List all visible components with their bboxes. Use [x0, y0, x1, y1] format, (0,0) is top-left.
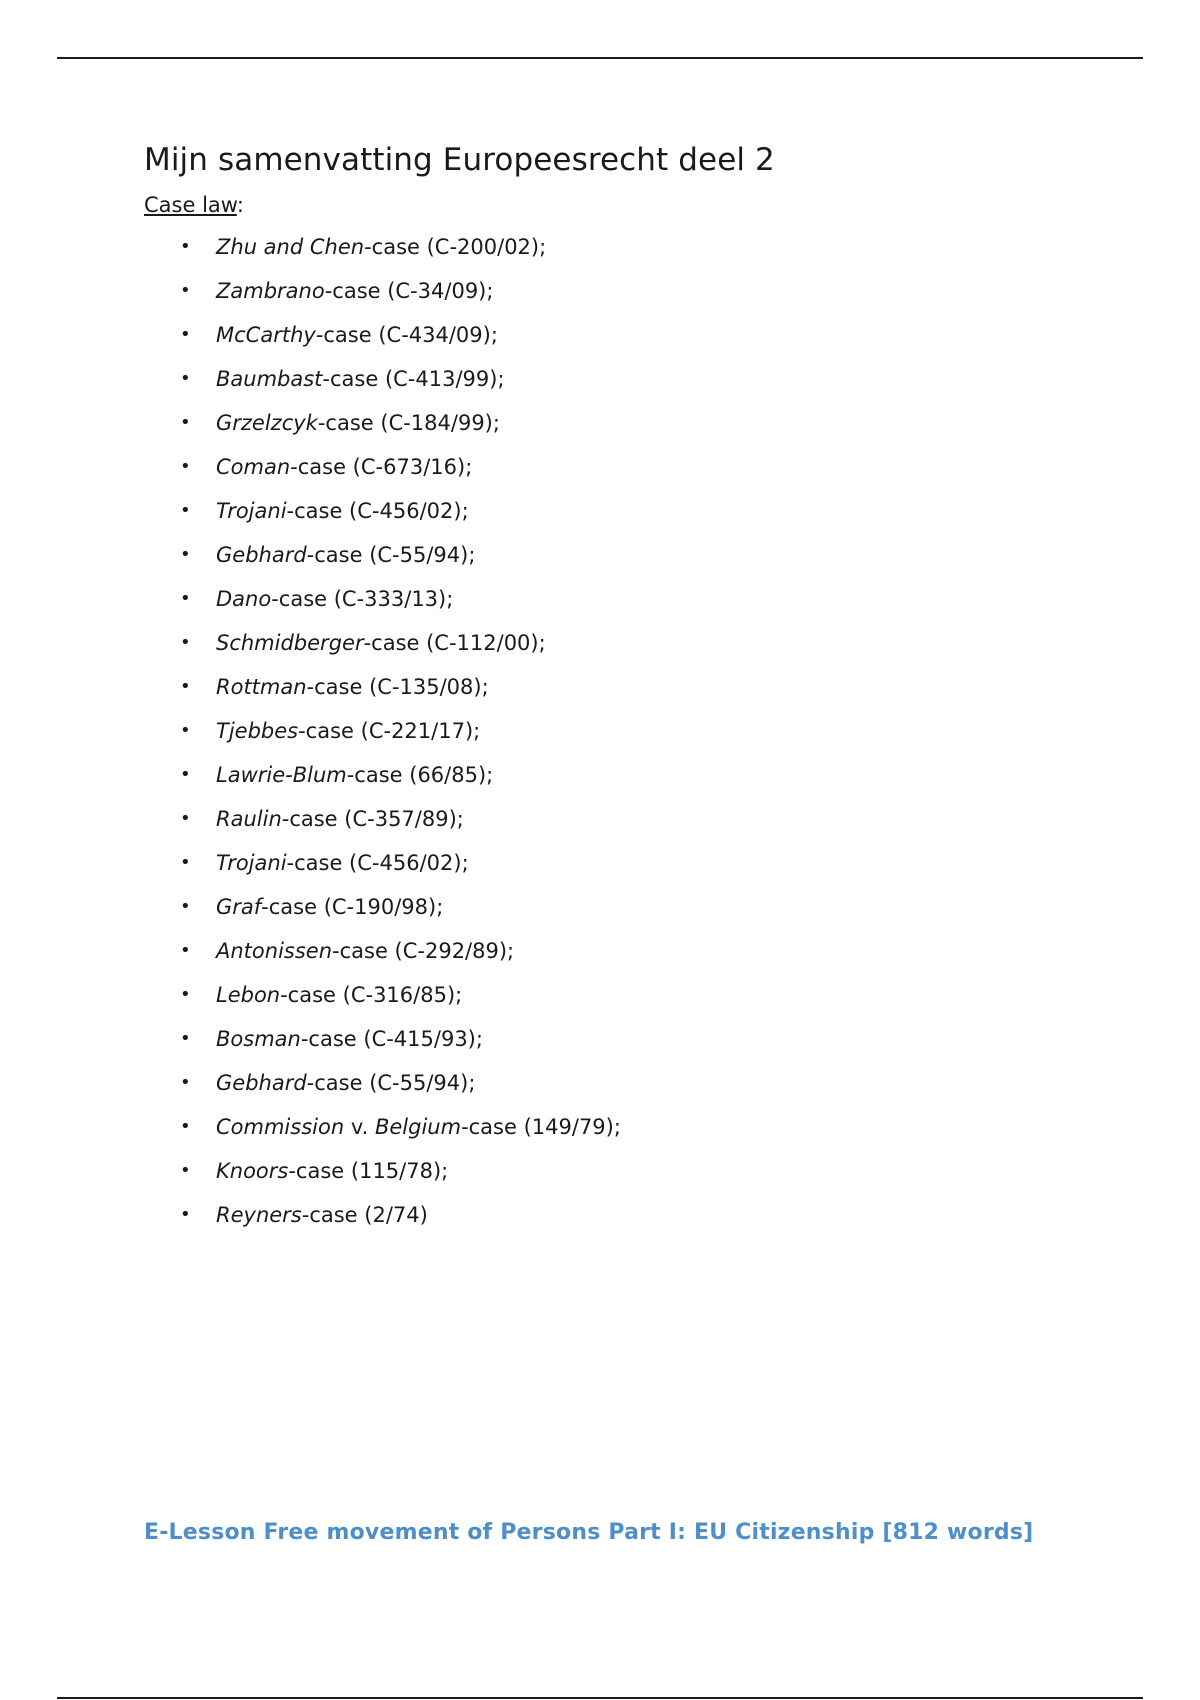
- case-list-item: [144, 1112, 1104, 1156]
- top-rule: [57, 57, 1143, 59]
- case-list-item: [144, 716, 1104, 760]
- bullet-icon: •: [180, 1116, 191, 1137]
- bullet-icon: •: [180, 852, 191, 873]
- case-list-item: [144, 452, 1104, 496]
- case-reference: -case (C-112/00);: [363, 631, 546, 655]
- document-title: Mijn samenvatting Europeesrecht deel 2: [144, 142, 775, 178]
- case-name: Baumbast: [216, 367, 323, 391]
- case-reference: -case (C-413/99);: [322, 367, 505, 391]
- case-reference: -case (C-415/93);: [300, 1027, 483, 1051]
- bullet-icon: •: [180, 588, 191, 609]
- case-name: Gebhard: [216, 1071, 307, 1095]
- bullet-icon: •: [180, 544, 191, 565]
- case-list-item: [144, 936, 1104, 980]
- bullet-icon: •: [180, 280, 191, 301]
- case-list-item: [144, 980, 1104, 1024]
- bullet-icon: •: [180, 676, 191, 697]
- case-law-label: [144, 190, 1104, 220]
- case-name: Tjebbes: [216, 719, 299, 743]
- case-name: Trojani: [216, 851, 287, 875]
- case-list-item: [144, 1068, 1104, 1112]
- bullet-icon: •: [180, 896, 191, 917]
- case-name: Lawrie-Blum: [216, 763, 347, 787]
- case-list-item: [144, 276, 1104, 320]
- bullet-icon: •: [180, 1204, 191, 1225]
- bullet-icon: •: [180, 368, 191, 389]
- case-name: Rottman: [216, 675, 307, 699]
- bullet-icon: •: [180, 984, 191, 1005]
- bullet-icon: •: [180, 764, 191, 785]
- bullet-icon: •: [180, 1028, 191, 1049]
- case-list-item: [144, 320, 1104, 364]
- case-name: Knoors: [216, 1159, 289, 1183]
- case-list-item: [144, 804, 1104, 848]
- case-name: Trojani: [216, 499, 287, 523]
- bullet-icon: •: [180, 720, 191, 741]
- case-reference: -case (C-135/08);: [306, 675, 489, 699]
- case-list-item: [144, 848, 1104, 892]
- case-list-item: [144, 584, 1104, 628]
- case-list-item: [144, 232, 1104, 276]
- case-reference: -case (C-292/89);: [332, 939, 515, 963]
- case-reference: -case (115/78);: [288, 1159, 449, 1183]
- case-law-label-colon: :: [236, 193, 244, 217]
- lesson-heading: E-Lesson Free movement of Persons Part I: EU Citizenship [812 words]: [144, 1520, 1034, 1545]
- case-reference: -case (C-357/89);: [281, 807, 464, 831]
- case-list-item: [144, 364, 1104, 408]
- case-list-item: [144, 1200, 1104, 1244]
- case-name: Raulin: [216, 807, 282, 831]
- case-list-item: [144, 1156, 1104, 1200]
- case-reference: -case (C-316/85);: [280, 983, 463, 1007]
- bullet-icon: •: [180, 412, 191, 433]
- case-reference: -case (C-55/94);: [306, 543, 476, 567]
- case-law-label-text: Case law: [144, 193, 237, 217]
- case-name: Coman: [216, 455, 291, 479]
- case-reference: -case (66/85);: [346, 763, 494, 787]
- bullet-icon: •: [180, 808, 191, 829]
- bullet-icon: •: [180, 456, 191, 477]
- case-list-item: [144, 540, 1104, 584]
- case-reference: -case (C-190/98);: [261, 895, 444, 919]
- case-list-item: [144, 628, 1104, 672]
- case-name: Lebon: [216, 983, 281, 1007]
- bullet-icon: •: [180, 940, 191, 961]
- case-name: Grzelzcyk: [216, 411, 318, 435]
- case-name: Reyners: [216, 1203, 302, 1227]
- bullet-icon: •: [180, 632, 191, 653]
- case-name: Graf: [216, 895, 262, 919]
- case-reference: -case (C-200/02);: [364, 235, 547, 259]
- case-name-connector: v.: [344, 1115, 375, 1139]
- case-reference: -case (2/74): [301, 1203, 428, 1227]
- case-list-item: [144, 408, 1104, 452]
- case-name: Zambrano: [216, 279, 325, 303]
- case-list-item: [144, 1024, 1104, 1068]
- case-reference: -case (C-34/09);: [324, 279, 494, 303]
- case-name: Dano: [216, 587, 272, 611]
- case-reference: -case (149/79);: [461, 1115, 621, 1139]
- case-list-item: [144, 496, 1104, 540]
- bullet-icon: •: [180, 1072, 191, 1093]
- case-list-item: [144, 892, 1104, 936]
- case-reference: -case (C-221/17);: [298, 719, 481, 743]
- document-body: [144, 138, 1104, 1244]
- bullet-icon: •: [180, 236, 191, 257]
- case-name: Antonissen: [216, 939, 333, 963]
- case-list: [144, 232, 1104, 1244]
- case-name: Gebhard: [216, 543, 307, 567]
- bullet-icon: •: [180, 1160, 191, 1181]
- case-reference: -case (C-456/02);: [286, 499, 469, 523]
- case-name: McCarthy: [216, 323, 316, 347]
- case-reference: -case (C-55/94);: [306, 1071, 476, 1095]
- case-reference: -case (C-434/09);: [315, 323, 498, 347]
- case-reference: -case (C-456/02);: [286, 851, 469, 875]
- case-name-second-party: Belgium: [374, 1115, 462, 1139]
- case-name: Schmidberger: [216, 631, 364, 655]
- case-list-item: [144, 672, 1104, 716]
- bullet-icon: •: [180, 324, 191, 345]
- bullet-icon: •: [180, 500, 191, 521]
- case-reference: -case (C-333/13);: [271, 587, 454, 611]
- case-name: Zhu and Chen: [216, 235, 365, 259]
- case-list-item: [144, 760, 1104, 804]
- case-reference: -case (C-673/16);: [290, 455, 473, 479]
- case-reference: -case (C-184/99);: [317, 411, 500, 435]
- bottom-rule: [57, 1697, 1143, 1699]
- case-name: Commission: [216, 1115, 345, 1139]
- case-name: Bosman: [216, 1027, 301, 1051]
